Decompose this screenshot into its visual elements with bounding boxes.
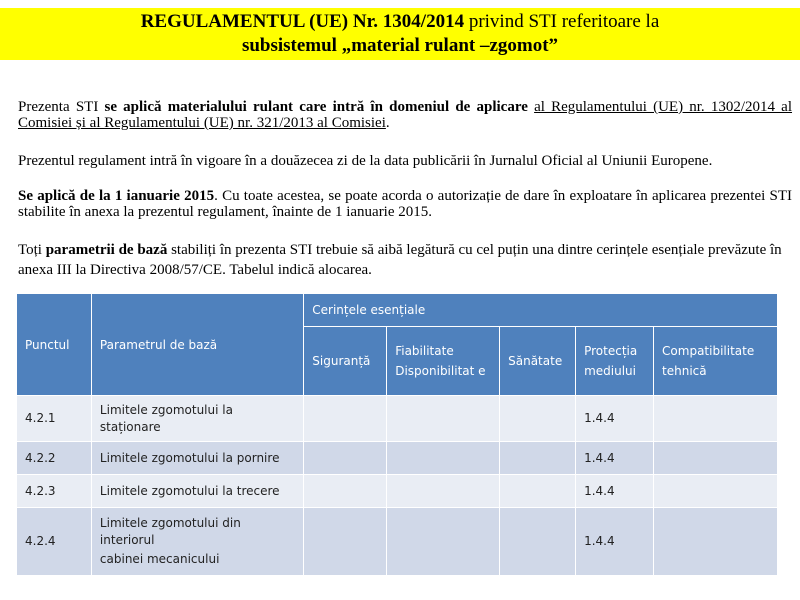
header-reliability-line1: Fiabilitate <box>395 344 454 358</box>
cell-empty <box>387 508 500 576</box>
p4-text-1: Toți <box>18 242 46 258</box>
header-environment-line1: Protecția <box>584 344 638 358</box>
header-environment-line2: mediului <box>584 364 636 378</box>
p4-bold: parametrii de bază <box>45 242 168 258</box>
cell-empty <box>304 442 387 475</box>
cell-environment: 1.4.4 <box>576 508 654 576</box>
cell-param: Limitele zgomotului la trecere <box>91 475 303 508</box>
title-line-2 <box>0 34 800 58</box>
cell-punct: 4.2.2 <box>17 442 92 475</box>
cell-empty <box>304 396 387 442</box>
cell-param-line: Limitele zgomotului din <box>99 516 241 530</box>
p1-underlined: al Regulamentului (UE) nr. 1302/2014 al Comisiei și al Regulamentului (UE) nr. 321/2013 al Comisiei <box>18 99 793 131</box>
cell-punct: 4.2.4 <box>17 508 92 576</box>
cell-empty <box>500 396 576 442</box>
cell-empty <box>500 508 576 576</box>
paragraph-application-date <box>18 188 792 220</box>
header-punct: Punctul <box>17 294 92 396</box>
header-compatibility-line1: Compatibilitate <box>662 344 755 358</box>
p1-bold: se aplică materialului rulant care intră în domeniul de aplicare <box>104 99 528 115</box>
cell-param-line: Limitele zgomotului la <box>99 402 233 417</box>
cell-empty <box>304 475 387 508</box>
header-health: Sănătate <box>500 327 576 396</box>
cell-empty <box>654 475 778 508</box>
cell-empty <box>387 442 500 475</box>
cell-empty <box>654 396 778 442</box>
title-regulation-number: REGULAMENTUL (UE) Nr. 1304/2014 <box>140 11 465 32</box>
table-row <box>17 442 778 475</box>
header-reliability-line2: Disponibilitat e <box>395 364 486 378</box>
cell-param: Limitele zgomotului la pornire <box>91 442 303 475</box>
p3-text: . Cu toate acestea, se poate acorda o autorizație de dare în exploatare în aplicarea prezentei STI stabilite în anexa la prezentul regulament, înainte de 1 ianuarie 2015. <box>18 188 792 220</box>
cell-empty <box>304 508 387 576</box>
title-subsystem: subsistemul „material rulant –zgomot” <box>241 35 559 56</box>
cell-punct: 4.2.1 <box>17 396 92 442</box>
cell-punct: 4.2.3 <box>17 475 92 508</box>
p1-text-1: Prezenta STI <box>18 99 105 115</box>
header-reliability <box>387 327 500 396</box>
cell-empty <box>500 475 576 508</box>
p3-bold: Se aplică de la 1 ianuarie 2015 <box>18 188 215 204</box>
slide-title <box>0 8 800 60</box>
cell-empty <box>654 442 778 475</box>
allocation-table <box>16 293 778 576</box>
title-line-1 <box>0 10 800 34</box>
cell-environment: 1.4.4 <box>576 475 654 508</box>
table-row <box>17 475 778 508</box>
table-header-group-row <box>17 294 778 327</box>
cell-environment: 1.4.4 <box>576 396 654 442</box>
cell-param-line: staționare <box>99 419 161 434</box>
paragraph-parameters <box>18 240 792 280</box>
p1-text-3: . <box>385 115 390 131</box>
table-row <box>17 396 778 442</box>
p4-text-2: stabiliți în prezenta STI trebuie să aibă legătură cu cel puțin una dintre cerințele esențiale prevăzute în anexa III la Directiva 2008/57/CE. Tabelul indică alocarea. <box>18 242 782 278</box>
cell-empty <box>387 475 500 508</box>
paragraph-entry-into-force: Prezentul regulament intră în vigoare în a douăzecea zi de la data publicării în Jurnalul Oficial al Uniunii Europene. <box>18 153 713 169</box>
cell-environment: 1.4.4 <box>576 442 654 475</box>
header-compatibility <box>654 327 778 396</box>
cell-param <box>91 396 303 442</box>
cell-param-line: cabinei mecanicului <box>99 552 220 566</box>
cell-empty <box>387 396 500 442</box>
header-essential-requirements: Cerințele esențiale <box>304 294 778 327</box>
cell-empty <box>500 442 576 475</box>
header-compatibility-line2: tehnică <box>662 364 707 378</box>
header-param: Parametrul de bază <box>91 294 303 396</box>
cell-param <box>91 508 303 576</box>
header-safety: Siguranță <box>304 327 387 396</box>
cell-empty <box>654 508 778 576</box>
paragraph-scope <box>18 99 792 131</box>
header-environment <box>576 327 654 396</box>
table-row <box>17 508 778 576</box>
cell-param-line: interiorul <box>99 533 155 547</box>
title-line-1-rest: privind STI referitoare la <box>464 11 660 32</box>
